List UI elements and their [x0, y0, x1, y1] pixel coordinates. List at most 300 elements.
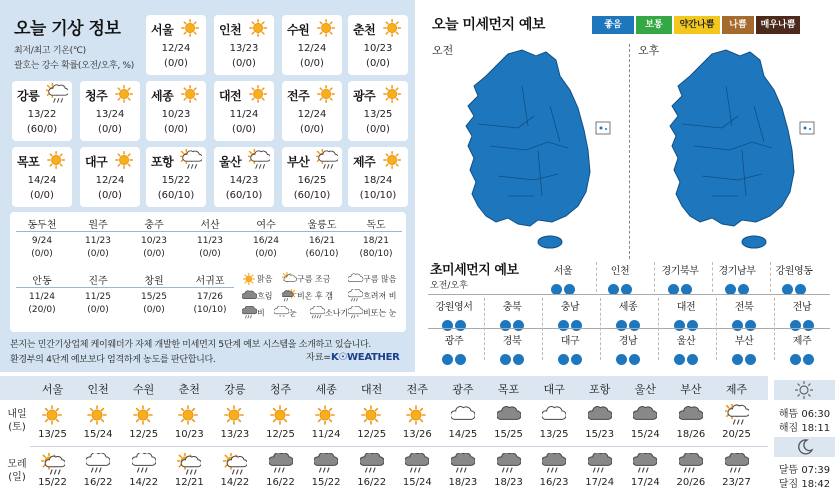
small-city-temp: 15/25: [141, 292, 167, 302]
pm25-region: [594, 262, 646, 292]
small-city-rain: (0/0): [255, 249, 277, 259]
city-card: [12, 147, 72, 207]
forecast-city: 춘천: [178, 383, 200, 396]
forecast-temp: 18/23: [448, 477, 478, 488]
forecast-temp: 14/22: [129, 477, 159, 488]
rain-icon: [304, 453, 349, 473]
city-rain-chance: (0/0): [232, 124, 256, 135]
grid-line: [770, 262, 771, 292]
grid-line: [654, 262, 655, 292]
pm25-region: [544, 298, 596, 328]
small-city-name: 창원: [144, 276, 164, 287]
legend-item: [282, 289, 333, 303]
moon-icon: [796, 438, 814, 460]
legend-item: [348, 306, 396, 320]
small-city-name: 서귀포: [195, 276, 225, 287]
svg-text:*: *: [356, 315, 359, 320]
pm-grade-dot: [803, 354, 814, 365]
legend-label: 비또는 눈: [363, 308, 397, 318]
grade-chip: 나쁨: [722, 16, 754, 34]
pm25-region: [486, 298, 538, 328]
city-rain-chance: (60/10): [157, 190, 195, 201]
legend-item: [242, 306, 265, 320]
overcast-icon: [668, 404, 713, 424]
city-card: [282, 15, 342, 75]
region-name: 울산: [676, 336, 696, 347]
city-name: 포항: [151, 155, 174, 169]
small-city-temp: 11/25: [85, 292, 111, 302]
row-weekday: (일): [8, 472, 26, 483]
grade-chip: 약간나쁨: [674, 16, 720, 34]
city-card: [348, 147, 408, 207]
sun-icon: [382, 17, 404, 39]
small-city-name: 독도: [366, 220, 386, 231]
city-rain-chance: (0/0): [164, 124, 188, 135]
city-rain-chance: (0/0): [30, 190, 54, 201]
overcast-icon: [623, 404, 668, 424]
am-grade-dot: [732, 320, 743, 331]
city-name: 인천: [219, 23, 242, 37]
sun-icon: [395, 404, 440, 424]
credit-prefix: 자료=: [306, 353, 331, 363]
forecast-temp: 15/24: [402, 477, 432, 488]
table-divider: [16, 231, 402, 232]
grid-line: [542, 298, 543, 360]
city-rain-chance: (0/0): [164, 58, 188, 69]
grid-line: [716, 298, 717, 360]
sunrise-text: 해뜸 06:30: [778, 409, 831, 420]
weekend-forecast: [0, 376, 835, 491]
pm25-region: [768, 262, 820, 292]
rain-icon: [623, 453, 668, 473]
cloud-rain-icon: [76, 453, 121, 473]
city-rain-chance: (60/0): [26, 124, 58, 135]
rain-icon: [532, 453, 577, 473]
forecast-temp: 16/22: [83, 477, 113, 488]
region-name: 경북: [502, 336, 522, 347]
small-city-rain: (20/0): [28, 305, 56, 315]
pm-grade-dot: [513, 354, 524, 365]
city-name: 강릉: [17, 89, 40, 103]
am-grade-dot: [500, 320, 511, 331]
city-rain-chance: (0/0): [232, 58, 256, 69]
forecast-temp: 10/23: [174, 429, 204, 440]
am-grade-dot: [674, 320, 685, 331]
pm25-region: [428, 332, 480, 362]
rain-icon: [714, 453, 759, 473]
city-card: [282, 81, 342, 141]
korea-map-pm: [642, 46, 817, 261]
forecast-temp: 18/23: [494, 477, 523, 488]
city-temp: 13/22: [27, 109, 57, 120]
rain-icon: [668, 453, 713, 473]
city-temp: 12/24: [297, 43, 327, 54]
region-name: 부산: [734, 336, 754, 347]
row-label-day-after: [4, 458, 30, 484]
city-card: [348, 81, 408, 141]
rain-snow-icon: [348, 309, 363, 318]
small-city-name: 여수: [256, 220, 276, 231]
forecast-temp: 13/25: [539, 429, 569, 440]
city-name: 제주: [353, 155, 376, 169]
region-name: 경기북부: [661, 266, 699, 277]
pm-grade-dot: [803, 320, 814, 331]
pm-grade-dot: [687, 354, 698, 365]
region-name: 강원영동: [775, 266, 813, 277]
small-city-temp: 16/21: [309, 236, 335, 246]
page-title: 오늘 기상 정보: [14, 19, 121, 39]
grid-line: [774, 298, 775, 360]
pm-grade-dot: [629, 320, 640, 331]
am-grade-dot: [442, 320, 453, 331]
region-name: 인천: [610, 266, 630, 277]
small-city-name: 울릉도: [307, 220, 337, 231]
small-city-rain: (0/0): [143, 305, 165, 315]
grid-line: [712, 262, 713, 292]
legend-item: [348, 272, 396, 286]
sun-icon: [794, 380, 814, 404]
sun-icon: [212, 404, 257, 424]
forecast-temp: 15/23: [585, 429, 615, 440]
city-name: 부산: [287, 155, 310, 169]
sun-cloud-icon: [282, 275, 297, 284]
cloud-icon: [348, 275, 363, 284]
korea-map-am: [438, 46, 613, 261]
city-card: [80, 81, 140, 141]
forecast-temp: 15/22: [38, 477, 67, 488]
forecast-table: [0, 376, 768, 491]
moonset-text: 달짐 18:42: [778, 479, 831, 490]
small-city-temp: 10/23: [141, 236, 167, 246]
region-name: 세종: [618, 302, 638, 313]
rain-icon: [486, 453, 531, 473]
region-name: 대전: [676, 302, 696, 313]
city-rain-chance: (60/10): [225, 190, 263, 201]
city-rain-chance: (0/0): [366, 124, 390, 135]
sun-icon: [258, 404, 303, 424]
forecast-city: 세종: [315, 383, 337, 396]
am-grade-dot: [558, 320, 569, 331]
sun-cloud-rain-icon: [248, 149, 270, 171]
city-card: [146, 147, 206, 207]
city-rain-chance: (0/0): [98, 124, 122, 135]
city-card: [348, 15, 408, 75]
grade-chip: 매우나쁨: [756, 16, 800, 34]
small-city-rain: (0/0): [87, 305, 109, 315]
sun-icon: [316, 17, 338, 39]
small-city-rain: (80/10): [359, 249, 393, 259]
rain-then-clear-icon: [282, 292, 297, 301]
am-grade-dot: [558, 354, 569, 365]
forecast-temp: 12/25: [357, 429, 387, 440]
forecast-city: 목포: [497, 383, 520, 396]
sun-icon: [382, 83, 404, 105]
legend-label: 맑음: [257, 274, 273, 284]
sun-icon: [316, 83, 338, 105]
pm25-title: 초미세먼지 예보: [430, 263, 519, 278]
city-name: 울산: [219, 155, 242, 169]
pm-grade-dot: [455, 354, 466, 365]
city-name: 목포: [17, 155, 40, 169]
row-divider: [30, 446, 768, 447]
small-city-rain: (0/0): [87, 249, 109, 259]
forecast-city: 대구: [543, 383, 565, 396]
legend-item: [348, 289, 396, 303]
forecast-city: 포항: [589, 383, 611, 396]
moonrise-text: 달뜸 07:39: [778, 465, 831, 476]
am-grade-dot: [616, 354, 627, 365]
small-city-table: [10, 212, 406, 332]
small-city-temp: 9/24: [31, 236, 53, 246]
forecast-city: 울산: [634, 383, 656, 396]
rain-icon: [242, 309, 257, 318]
forecast-temp: 20/25: [722, 429, 751, 440]
city-temp: 12/24: [95, 175, 125, 186]
pm25-region: [602, 332, 654, 362]
city-temp: 12/24: [161, 43, 191, 54]
grade-chip: 보통: [636, 16, 672, 34]
pm25-region: [660, 332, 712, 362]
city-card: [214, 15, 274, 75]
forecast-temp: 16/23: [539, 477, 569, 488]
region-name: 광주: [444, 336, 464, 347]
am-grade-dot: [732, 354, 743, 365]
forecast-temp: 15/25: [494, 429, 523, 440]
pm25-region: [718, 332, 770, 362]
city-temp: 13/24: [95, 109, 125, 120]
table-divider: [16, 287, 234, 288]
legend-label: 눈: [289, 308, 297, 318]
forecast-temp: 12/25: [129, 429, 159, 440]
city-temp: 13/25: [363, 109, 393, 120]
region-name: 경기남부: [718, 266, 756, 277]
am-grade-dot: [442, 354, 453, 365]
city-temp: 16/25: [297, 175, 327, 186]
small-city-name: 서산: [200, 220, 220, 231]
small-city-temp: 11/24: [29, 292, 55, 302]
shower-icon: [310, 309, 325, 318]
small-city-temp: 11/23: [197, 236, 223, 246]
city-temp: 14/24: [27, 175, 57, 186]
small-city-rain: (60/10): [305, 249, 339, 259]
pm25-region: [718, 298, 770, 328]
forecast-temp: 15/24: [83, 429, 113, 440]
legend-label: 구름 많음: [363, 274, 397, 284]
city-temp: 14/23: [229, 175, 259, 186]
legend-item: [282, 272, 330, 286]
sun-rain-icon: [30, 453, 75, 473]
small-city-name: 진주: [88, 276, 108, 287]
dust-title: 오늘 미세먼지 예보: [432, 17, 545, 33]
forecast-city: 수원: [133, 383, 155, 396]
small-city-temp: 17/26: [197, 292, 223, 302]
forecast-temp: 14/22: [220, 477, 250, 488]
city-rain-chance: (0/0): [98, 190, 122, 201]
forecast-city: 부산: [680, 383, 702, 396]
city-name: 대구: [85, 155, 108, 169]
pm25-region: [776, 298, 828, 328]
sun-icon: [349, 404, 394, 424]
dust-panel: [420, 0, 835, 372]
pm-label: 오후: [638, 44, 660, 57]
legend-item: [242, 289, 272, 303]
pm-grade-dot: [571, 320, 582, 331]
city-name: 대전: [219, 89, 242, 103]
forecast-city: 인천: [87, 383, 109, 396]
pm25-subtitle: 오전/오후: [430, 281, 468, 291]
pm-grade-dot: [745, 320, 756, 331]
legend-label: 흐려져 비: [363, 291, 397, 301]
grid-line: [428, 328, 830, 329]
forecast-temp: 15/24: [630, 429, 660, 440]
sun-icon: [242, 275, 257, 284]
city-temp: 10/23: [363, 43, 393, 54]
city-temp: 12/24: [297, 109, 327, 120]
sun-icon: [76, 404, 121, 424]
region-name: 대구: [560, 336, 580, 347]
overcast-icon: [486, 404, 531, 424]
legend-label: 비: [257, 308, 265, 318]
forecast-temp: 11/24: [311, 429, 341, 440]
region-name: 전북: [734, 302, 754, 313]
sun-icon: [121, 404, 166, 424]
small-city-name: 충주: [144, 220, 164, 231]
sun-cloud-rain-icon: [46, 83, 68, 105]
city-name: 광주: [353, 89, 376, 103]
region-name: 제주: [792, 336, 812, 347]
pm25-region: [660, 298, 712, 328]
legend-label: 구름 조금: [297, 274, 331, 284]
rain-icon: [440, 453, 485, 473]
sun-rain-icon: [167, 453, 212, 473]
overcast-icon: [242, 292, 257, 301]
sun-icon: [30, 404, 75, 424]
map-divider: [629, 44, 630, 259]
pm-grade-dot: [629, 354, 640, 365]
sun-icon: [114, 149, 136, 171]
city-card: [12, 81, 72, 141]
pm-grade-dot: [455, 320, 466, 331]
am-grade-dot: [790, 354, 801, 365]
forecast-city: 전주: [406, 383, 428, 396]
forecast-temp: 23/27: [722, 477, 751, 488]
kweather-logo: K☉WEATHER: [330, 352, 400, 363]
small-city-rain: (10/10): [193, 305, 227, 315]
forecast-header: [0, 376, 768, 400]
forecast-city: 대전: [361, 383, 383, 396]
city-name: 전주: [287, 89, 310, 103]
forecast-temp: 13/25: [38, 429, 67, 440]
sun-icon: [304, 404, 349, 424]
sun-cloud-rain-icon: [316, 149, 338, 171]
forecast-temp: 13/26: [402, 429, 432, 440]
forecast-temp: 14/25: [448, 429, 478, 440]
region-name: 충북: [502, 302, 522, 313]
city-card: [80, 147, 140, 207]
city-temp: 11/24: [229, 109, 259, 120]
grade-chip: 좋음: [592, 16, 634, 34]
city-card: [214, 81, 274, 141]
pm25-region: [537, 262, 589, 292]
sun-icon: [180, 17, 202, 39]
pm25-region: [602, 298, 654, 328]
row-day: 모레: [7, 459, 27, 470]
pm25-region: [711, 262, 763, 292]
svg-text:* *: * *: [279, 315, 285, 320]
sun-icon: [167, 404, 212, 424]
forecast-temp: 20/26: [676, 477, 706, 488]
rain-legend-text: 괄호는 강수 확률(오전/오후, %): [14, 61, 134, 71]
city-temp: 13/23: [229, 43, 259, 54]
city-temp: 18/24: [363, 175, 393, 186]
pm25-region: [486, 332, 538, 362]
grid-line: [596, 262, 597, 292]
forecast-temp: 17/24: [630, 477, 660, 488]
city-name: 서울: [151, 23, 174, 37]
forecast-temp: 17/24: [585, 477, 615, 488]
legend-item: [274, 306, 297, 320]
forecast-city: 강릉: [224, 383, 246, 396]
row-weekday: (토): [8, 422, 26, 433]
city-rain-chance: (0/0): [300, 58, 324, 69]
city-name: 청주: [85, 89, 108, 103]
sun-icon: [248, 17, 270, 39]
sun-cloud-rain-icon: [714, 404, 759, 424]
legend-item: [242, 272, 272, 286]
cloud-rain-icon: [348, 292, 363, 301]
small-city-name: 동두천: [27, 220, 57, 231]
forecast-temp: 12/25: [266, 429, 295, 440]
forecast-temp: 18/26: [676, 429, 706, 440]
note-text-2: 환경부의 4단계 예보보다 엄격하게 농도를 판단합니다.: [10, 355, 216, 365]
note-text: 본지는 민간기상업체 케이웨더가 자체 개발한 미세먼지 5단계 예보 시스템을 소개하고 있습니다.: [10, 340, 371, 350]
weather-panel: [0, 0, 415, 372]
rain-icon: [349, 453, 394, 473]
region-name: 충남: [560, 302, 580, 313]
forecast-temp: 16/22: [357, 477, 387, 488]
forecast-city: 광주: [452, 383, 474, 396]
sun-cloud-rain-icon: [180, 149, 202, 171]
small-city-name: 원주: [88, 220, 108, 231]
small-city-rain: (0/0): [31, 249, 53, 259]
forecast-city: 서울: [41, 383, 64, 396]
am-grade-dot: [500, 354, 511, 365]
sun-icon: [46, 149, 68, 171]
overcast-icon: [577, 404, 622, 424]
city-rain-chance: (60/10): [293, 190, 331, 201]
city-name: 춘천: [353, 23, 376, 37]
grid-line: [484, 298, 485, 360]
small-city-name: 안동: [32, 276, 52, 287]
city-rain-chance: (0/0): [300, 124, 324, 135]
sun-rain-icon: [212, 453, 257, 473]
small-city-temp: 16/24: [253, 236, 279, 246]
row-label-tomorrow: [4, 408, 30, 434]
grid-line: [428, 294, 830, 295]
region-name: 전남: [792, 302, 812, 313]
row-day: 내일: [7, 409, 27, 420]
sun-icon: [248, 83, 270, 105]
city-name: 세종: [151, 89, 174, 103]
sun-icon: [114, 83, 136, 105]
legend-item: [310, 306, 348, 320]
cloud-icon: [532, 404, 577, 424]
city-card: [146, 81, 206, 141]
sunset-text: 해짐 18:11: [778, 423, 831, 434]
city-temp: 10/23: [161, 109, 191, 120]
city-name: 수원: [287, 23, 310, 37]
temp-legend-text: 최저/최고 기온(℃): [14, 46, 86, 56]
